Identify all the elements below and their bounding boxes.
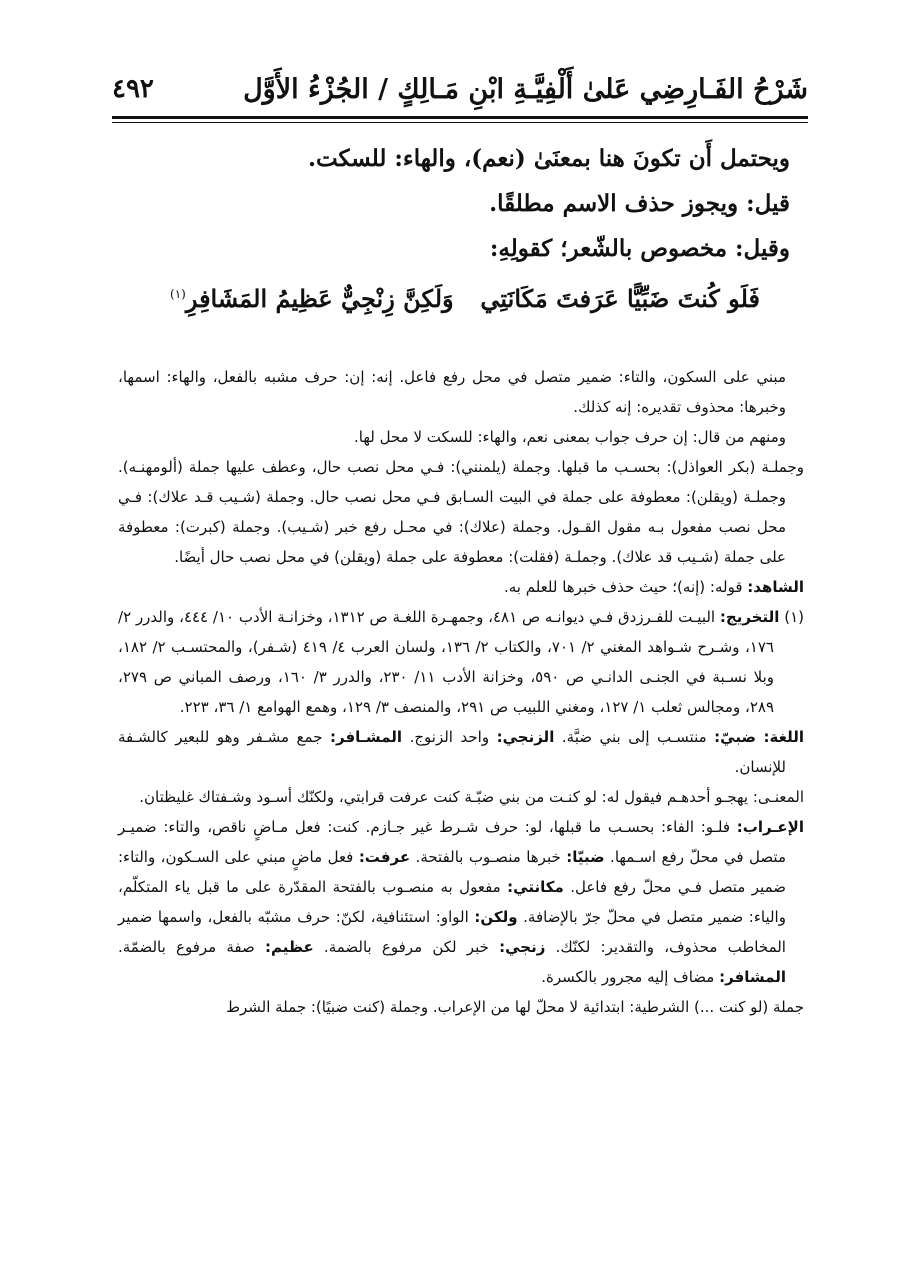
note-maana: المعنـى: يهجـو أحدهـم فيقول له: لو كنـت من بني ضبّـة كنت عرفت قرابتي، ولكنّك أسـود وشـفتاك غليظتان. — [139, 788, 804, 806]
footnote-1-takhrij: (١) التخريج: البيـت للفـرزدق فـي ديوانـه ص ٤٨١، وجمهـرة اللغـة ص ١٣١٢، وخزانـة الأدب ١٠/ ٤٤٤، والدرر ٢/ ١٧٦، وشـرح شـواهد المغني ٢/ ٧٠١، والكتاب ٢/ ١٣٦، ولسان العرب ٤/ ٤١٩ (شـفر)، والمحتسـب ٢/ ١٨٢، وبلا نسـبة في الجنـى الدانـي ص ٥٩٠، وخزانة الأدب ١١/ ٢٣٠، والدرر ٣/ ١٦٠، ورصف المباني ص ٢٧٩، ٢٨٩، ومجالس ثعلب ١/ ١٢٧، ومغني اللبيب ص ٢٩١، والمنصف ٣/ ١٢٩، وهمع الهوامع ١/ ٣٦، ٢٢٣. — [118, 608, 804, 716]
footnote-ref: (١) — [170, 287, 186, 301]
qila-label: قيل: — [746, 190, 790, 217]
wa-qila-label: وقيل: — [735, 235, 790, 262]
note-paragraph-3: وجملـة (بكر العواذل): بحسـب ما قبلها. وجملة (يلمنني): فـي محل نصب حال، وعطف عليها جملة (ألومهنـه). وجملـة (ويقلن): معطوفة على جملة في البيت السـابق فـي محل نصب حال. وجملة (شـيب قـد علاك): فـي محل نصب مفعول بـه مقول القـول. وجملة (علاك): في محـل رفع خبر (شـيب). وجملة (كبرت): معطوفة على جملة (شـيب قد علاك). وجملـة (فقلت): معطوفة على جملة (ويقلن) في محل نصب حال أيضًا. — [118, 458, 804, 566]
note-irab: الإعـراب: فلـو: الفاء: بحسـب ما قبلها، لو: حرف شـرط غير جـازم. كنت: فعل مـاضٍ ناقص، والتاء: ضميـر متصل في محلّ رفع اسـمها. ضبيّا: خبرها منصـوب بالفتحة. عرفت: فعل ماضٍ مبني على السـكون، والتاء: ضمير متصل فـي محلّ رفع فاعل. مكانتي: مفعول به منصـوب بالفتحة المقدّرة على ما قبل ياء المتكلّم، والياء: ضمير متصل في محلّ جرّ بالإضافة. ولكن: الواو: استئنافية، لكنّ: حرف مشبّه بالفعل، واسمها ضمير المخاطب محذوف، والتقدير: لكنّك. زنجي: خبر لكن مرفوع بالضمة. عظيم: صفة مرفوع بالضمّة. المشافر: مضاف إليه مجرور بالكسرة. — [118, 818, 804, 986]
header-rule-thick — [112, 116, 808, 119]
verse-first-hemistich: فَلَو كُنتَ ضَبِّيًّا عَرَفتَ مَكَانَتِي — [480, 284, 760, 313]
footnotes — [118, 362, 804, 1022]
note-paragraph-2: ومنهم من قال: إن حرف جواب بمعنى نعم، والهاء: للسكت لا محل لها. — [354, 428, 786, 446]
page-number: ٤٩٢ — [112, 74, 154, 104]
running-header — [112, 70, 808, 116]
footnote-number: (١) — [784, 608, 804, 626]
note-shahid: الشاهد: قوله: (إنه)؛ حيث حذف خبرها للعلم به. — [503, 578, 804, 596]
running-title: شَرْحُ الفَـارِضِي عَلىٰ أَلْفِيَّـةِ ابْنِ مَـالِكٍ / الجُزْءُ الأَوَّل — [243, 74, 808, 105]
verse-second-hemistich: وَلَكِنَّ زِنْجِيٌّ عَظِيمُ المَشَافِرِ$^{(١)}$ — [170, 284, 454, 313]
main-line-1: ويحتمل أَن تكونَ هنا بمعنَىٰ (نعم)، والهاء: للسكت. — [307, 145, 790, 172]
poetry-verse — [170, 278, 780, 328]
main-text — [150, 136, 790, 271]
main-line-2: قيل: ويجوز حذف الاسم مطلقًا. — [489, 190, 790, 217]
main-line-3: وقيل: مخصوص بالشّعر؛ كقولِهِ: — [489, 235, 790, 262]
note-jumla: جملة (لو كنت ...) الشرطية: ابتدائية لا محلّ لها من الإعراب. وجملة (كنت ضبيًا): جملة الشرط — [226, 998, 804, 1016]
note-paragraph-1: مبني على السكون، والتاء: ضمير متصل في محل رفع فاعل. إنه: إن: حرف مشبه بالفعل، والهاء: اسمها، وخبرها: محذوف تقديره: إنه كذلك. — [118, 368, 786, 416]
note-lugha: اللغة: ضبيّ: منتسـب إلى بني ضبَّة. الزنجي: واحد الزنوج. المشـافر: جمع مشـفر وهو للبعير كالشـفة للإنسان. — [118, 728, 804, 776]
header-rule-thin — [112, 122, 808, 123]
